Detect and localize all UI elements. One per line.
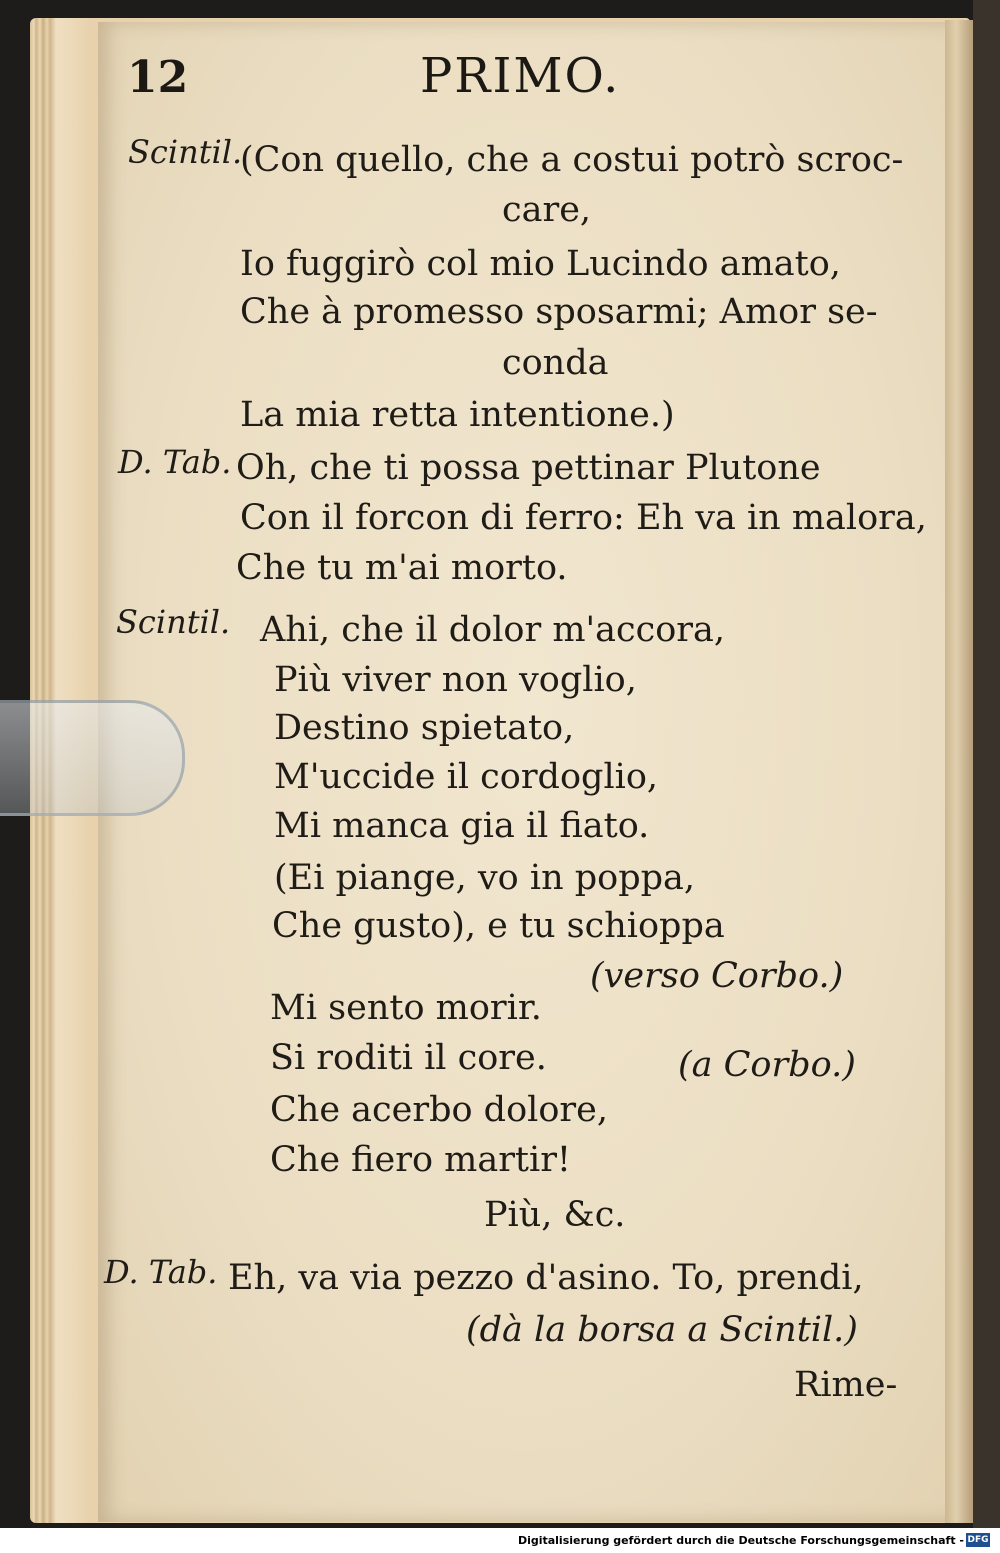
text-line: Che gusto), e tu schioppa bbox=[272, 906, 725, 946]
text-line: Con il forcon di ferro: Eh va in malora, bbox=[240, 498, 927, 538]
speaker-label: D. Tab. bbox=[118, 443, 232, 481]
running-head: PRIMO. bbox=[420, 48, 621, 104]
stage-direction: (a Corbo.) bbox=[678, 1045, 856, 1085]
text-line: Mi manca gia il fiato. bbox=[274, 806, 650, 846]
stage-direction: (dà la borsa a Scintil.) bbox=[466, 1310, 858, 1350]
text-line: Che acerbo dolore, bbox=[270, 1090, 608, 1130]
scan-background bbox=[973, 0, 1000, 1553]
text-line: Io fuggirò col mio Lucindo amato, bbox=[240, 244, 841, 284]
text-line: conda bbox=[502, 343, 609, 383]
text-line: Più viver non voglio, bbox=[274, 660, 637, 700]
page-number: 12 bbox=[127, 52, 189, 103]
stage-direction: (verso Corbo.) bbox=[590, 956, 844, 996]
text-line: La mia retta intentione.) bbox=[240, 395, 675, 435]
text-line: Che à promesso sposarmi; Amor se- bbox=[240, 292, 878, 332]
text-line: Eh, va via pezzo d'asino. To, prendi, bbox=[228, 1258, 864, 1298]
text-line: Più, &c. bbox=[484, 1195, 626, 1235]
footer-credit: Digitalisierung gefördert durch die Deutsche Forschungsgemeinschaft - bbox=[517, 1534, 964, 1547]
speaker-label: Scintil. bbox=[116, 603, 231, 641]
text-line: Ahi, che il dolor m'accora, bbox=[260, 610, 726, 650]
text-line: (Ei piange, vo in poppa, bbox=[274, 858, 696, 898]
text-line: Oh, che ti possa pettinar Plutone bbox=[236, 448, 821, 488]
text-line: M'uccide il cordoglio, bbox=[274, 757, 659, 797]
dfg-logo: DFG bbox=[967, 1535, 989, 1545]
page-clip bbox=[0, 700, 185, 816]
text-line: (Con quello, che a costui potrò scroc- bbox=[240, 140, 904, 180]
speaker-label: Scintil. bbox=[128, 133, 243, 171]
text-line: Mi sento morir. bbox=[270, 988, 542, 1028]
text-line: Che fiero martir! bbox=[270, 1140, 571, 1180]
footer-bar bbox=[0, 1528, 1000, 1553]
page-gutter-edge bbox=[945, 20, 973, 1523]
text-line: Si roditi il core. bbox=[270, 1038, 547, 1078]
text-line: Destino spietato, bbox=[274, 708, 575, 748]
speaker-label: D. Tab. bbox=[104, 1253, 218, 1291]
catchword: Rime- bbox=[794, 1365, 898, 1405]
text-line: Che tu m'ai morto. bbox=[236, 548, 568, 588]
text-line: care, bbox=[502, 190, 592, 230]
